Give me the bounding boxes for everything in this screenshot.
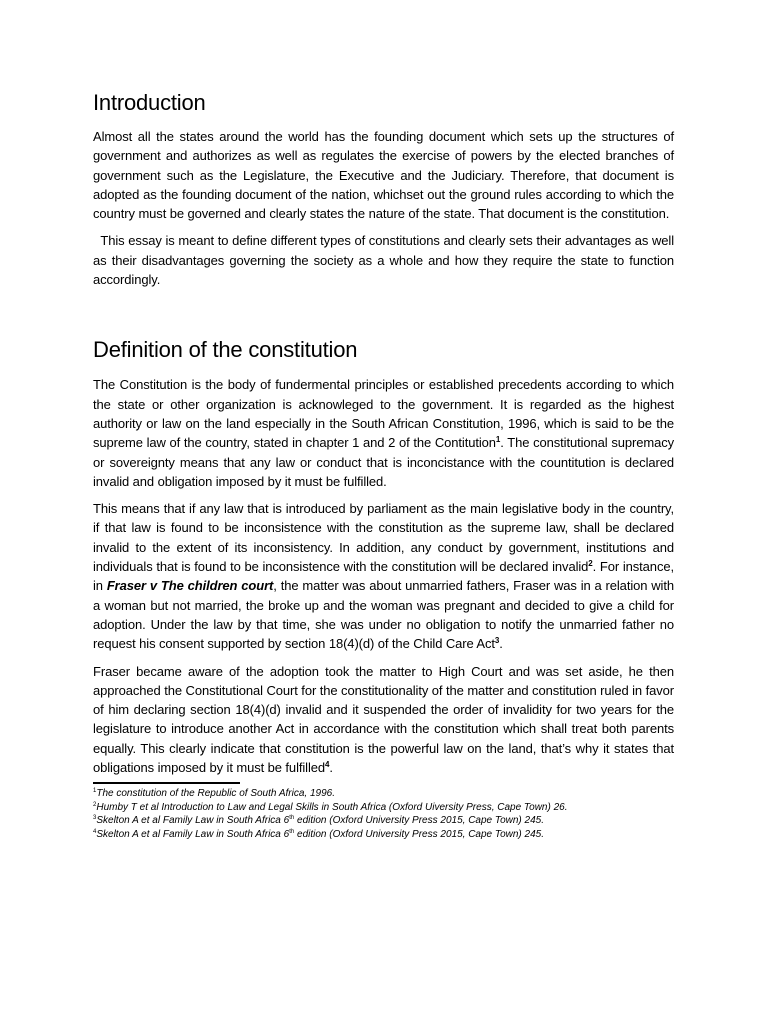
- footnote-number: 2: [93, 801, 97, 808]
- footnote-2: [93, 801, 674, 814]
- footnote-ref-1: 1: [495, 435, 501, 445]
- text-run: . For instance, in: [93, 559, 674, 594]
- footnote-ordinal: th: [289, 815, 295, 822]
- definition-paragraph-1: [93, 375, 674, 491]
- footnote-text: edition (Oxford University Press 2015, Cape Town) 245.: [294, 815, 544, 827]
- text-run: This means that if any law that is introduced by parliament as the main legislative body in the country, if that law is found to be inconsistence with the constitution as the supreme law, shall be declared invalid to the extent of its inconsistency. In addition, any conduct by government, institutions and individuals that is found to be inconsistence with the constitution will be declared invalid: [93, 501, 674, 575]
- definition-paragraph-2: [93, 499, 674, 653]
- footnote-number: 3: [93, 815, 97, 822]
- footnote-ref-4: 4: [325, 760, 330, 770]
- text-run: .: [499, 636, 503, 652]
- definition-paragraph-3: [93, 662, 674, 778]
- footnote-ref-3: 3: [494, 636, 500, 646]
- footnote-text: Humby T et al Introduction to Law and Legal Skills in South Africa (Oxford Uiversity Press, Cape Town) 26.: [96, 801, 568, 813]
- text-run: Fraser became aware of the adoption took the matter to High Court and was set aside, he then approached the Constitutional Court for the constitutionality of the matter and constitution ruled in favor of him declaring section 18(4)(d) invalid and it suspended the order of invalidity for two years for the legislature to introduce another Act in accordance with the constitution which shall treat both parents equally. This clearly indicate that constitution is the powerful law on the land, that’s why it states that obligations imposed by it must be fulfilled: [93, 663, 674, 776]
- footnote-number: 1: [93, 788, 97, 795]
- footnote-1: [93, 787, 674, 800]
- text-run: . The constitutional supremacy or sovereignty means that any law or conduct that is inconcistance with the countitution is declared invalid and obligation imposed by it must be fulfilled.: [93, 435, 674, 489]
- definition-heading: Definition of the constitution: [93, 337, 358, 363]
- case-name: Fraser v The children court: [106, 578, 274, 594]
- footnote-number: 4: [93, 828, 97, 835]
- introduction-heading: Introduction: [93, 90, 206, 115]
- footnote-ordinal: th: [289, 828, 295, 835]
- text-run: .: [329, 760, 333, 776]
- text-run: The Constitution is the body of fundermental principles or established precedents according to which the state or other organization is acknowleged to the government. It is regarded as the highest authority or law on the land especially in the South African Constitution, 1996, which is said to be the supreme law of the country, stated in chapter 1 and 2 of the Contitution: [93, 377, 674, 451]
- document-body: [93, 88, 674, 841]
- text-run: , the matter was about unmarried fathers, Fraser was in a relation with a woman but not married, the broke up and the woman was pregnant and decided to give a child for adoption. Under the law by that time, she was under no obligation to notify the unmarried father no request his consent supported by section 18(4)(d) of the Child Care Act: [93, 578, 674, 652]
- footnotes: [93, 787, 674, 841]
- footnote-text: Skelton A et al Family Law in South Africa 6: [96, 828, 290, 840]
- footnote-3: [93, 814, 674, 827]
- footnote-ref-2: 2: [588, 559, 593, 569]
- introduction-paragraph-1: Almost all the states around the world has the founding document which sets up the structures of government and authorizes as well as regulates the exercise of powers by the elected branches of government such as the Legislature, the Executive and the Judiciary. Therefore, that document is adopted as the founding document of the nation, whichset out the ground rules according to which the country must be governed and clearly states the nature of the state. That document is the constitution.: [93, 129, 674, 222]
- footnote-text: Skelton A et al Family Law in South Africa 6: [96, 815, 290, 827]
- introduction-paragraph-2: This essay is meant to define different types of constitutions and clearly sets their advantages as well as their disadvantages governing the society as a whole and how they require the state to function accordingly.: [93, 233, 674, 288]
- footnote-text: edition (Oxford University Press 2015, Cape Town) 245.: [294, 828, 544, 840]
- footnote-separator: [93, 782, 240, 784]
- footnote-text: The constitution of the Republic of South Africa, 1996.: [96, 788, 336, 800]
- footnote-4: [93, 828, 674, 841]
